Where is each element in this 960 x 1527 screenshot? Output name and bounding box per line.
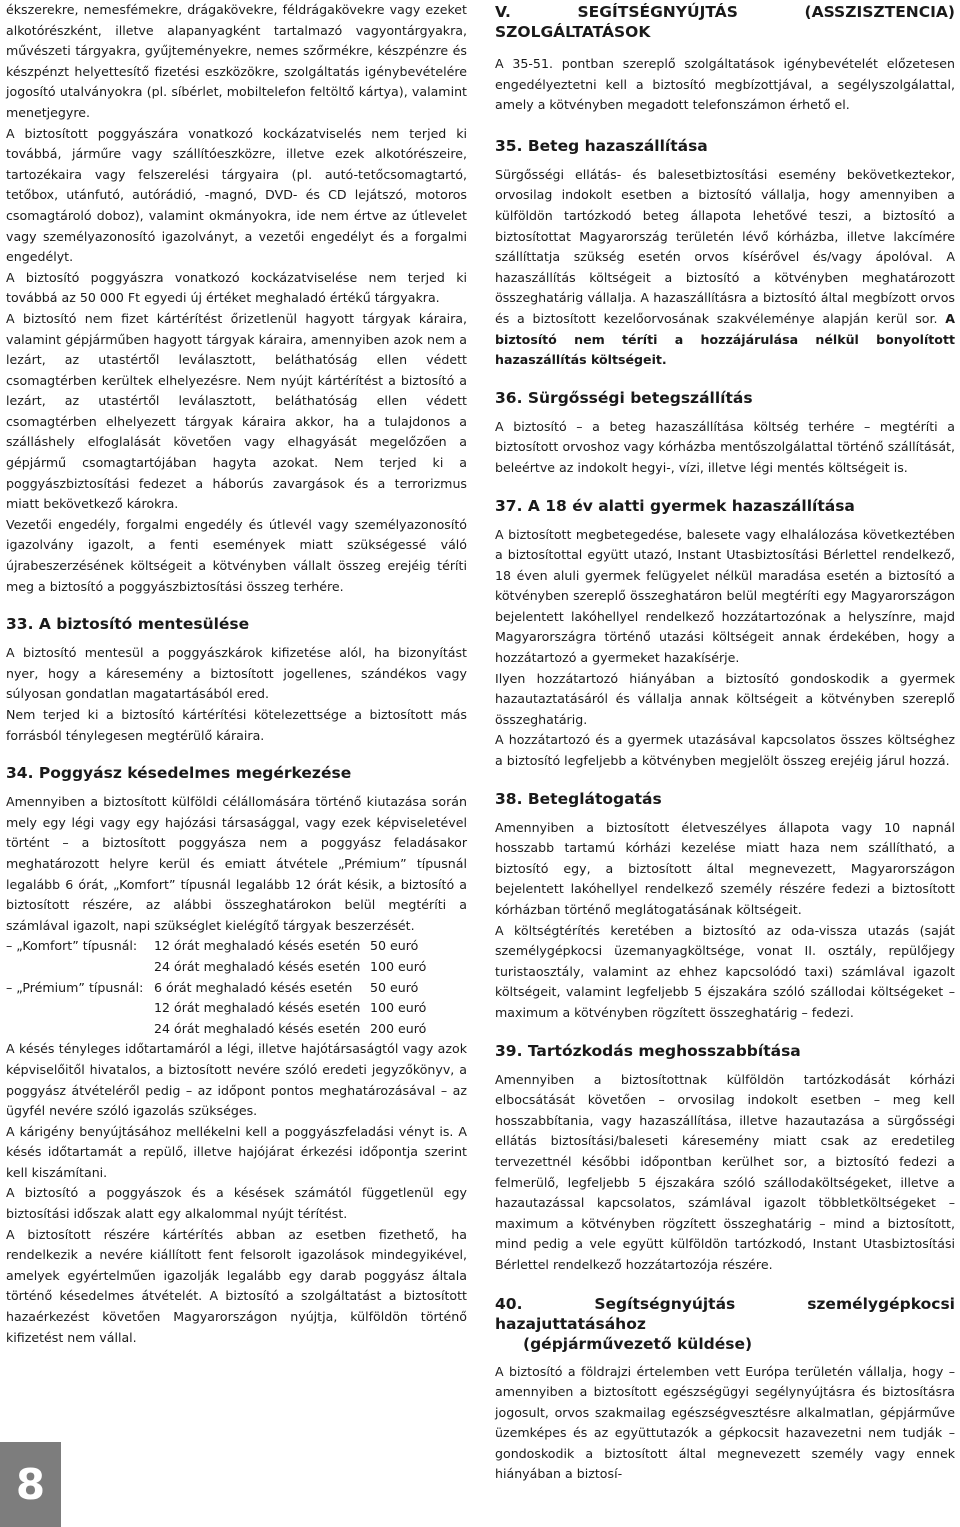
paragraph: A biztosító mentesül a poggyászkárok kifizetése alól, ha bizonyítást nyer, hogy a káresemény a biztosított jogellenes, szándékos vagy súlyosan gondatlan magatartásából ered.	[6, 645, 467, 702]
chapter-v-title: V. SEGÍTSÉGNYÚJTÁS (ASSZISZTENCIA) SZOLGÁLTATÁSOK	[495, 3, 955, 41]
paragraph: A biztosított részére kártérítés abban az esetben fizethető, ha rendelkezik a nevére kiállított fent felsorolt igazolások mindegyikével, amelyek egyértelműen igazolják legalább egy darab poggyász általa történő késedelmes átvételét. A biztosító a szolgáltatást a biztosított hazaérkezést követően Magyarországon nyújtja, külföldön történő kifizetést nem vállal.	[6, 1226, 467, 1345]
section-37-title: 37. A 18 év alatti gyermek hazaszállítása	[495, 496, 855, 515]
paragraph: A biztosított megbetegedése, balesete vagy elhalálozása következtében a biztosítottal együtt utazó, Instant Utasbiztosítási Bérlettel rendelkező, 18 éven aluli gyermek felügyelet nélkül maradása esetén a biztosító a kötvényben szereplő összeghatáron belül megtéríti egy Magyarországon bejelentett lakóhellyel rendelkező hozzátartozónak a helyszínre, majd Magyarországra történő utazási költségeit annak érdekében, hogy a hozzátartozó a gyermeket hazakísérje.	[495, 526, 955, 666]
paragraph: Nem terjed ki a biztosító kártérítési kötelezettsége a biztosított más forrásból ténylegesen megtérülő káraira.	[6, 707, 467, 743]
fee-type	[6, 1019, 154, 1040]
fee-amount: 100 euró	[370, 958, 427, 974]
fee-amount: 100 euró	[370, 1000, 427, 1016]
fee-amount: 50 euró	[370, 979, 419, 995]
fee-type	[6, 957, 154, 978]
fee-amount: 200 euró	[370, 1020, 427, 1036]
section-36-title: 36. Sürgősségi betegszállítás	[495, 388, 753, 407]
paragraph: ékszerekre, nemesfémekre, drágakövekre, féldrágakövekre vagy ezeket alkotórészként, illetve alapanyagként tartalmazó vagyontárgyakra, művészeti tárgyakra, gyűjteményekre, nemes szőrmékre, készpénzre és készpénzt helyettesítő fizetési eszközökre, szolgáltatás igénybevételére jogosító utalványokra (pl. síbérlet, mobiltelefon feltöltő kártya), valamint menetjegyre.	[6, 2, 467, 120]
fee-delay: 6 órát meghaladó késés esetén	[154, 979, 353, 995]
paragraph: A költségtérítés keretében a biztosító az oda-vissza utazás (saját személygépkocsi üzemanyagköltsége, vonat II. osztály, repülőjegy turistaosztály, valamint az ehhez kapcsolódó taxi) számlával igazolt költségeit, valamint legfeljebb 5 éjszakára szóló szállodai költségeket – maximum a kötvényben rögzített összeghatárig – fedezi.	[495, 922, 955, 1020]
section-35-title: 35. Beteg hazaszállítása	[495, 136, 708, 155]
paragraph: A biztosító a poggyászok és a késések számától függetlenül egy biztosítási időszak alatt egy alkalommal nyújt térítést.	[6, 1185, 467, 1222]
section-40-title	[495, 1294, 955, 1354]
paragraph: Amennyiben a biztosított életveszélyes állapota vagy 10 napnál hosszabb tartamú kórházi kezelése miatt haza nem szállítható, a biztosító egy, a biztosított által megnevezett, Magyarországon bejelentett lakóhellyel rendelkező személy részére fedezi a biztosított kórházban történő meglátogatásának költségeit.	[495, 819, 955, 917]
fee-row	[6, 936, 467, 957]
paragraph: Vezetői engedély, forgalmi engedély és útlevél vagy személyazonosító igazolvány igazolt, a fenti események miatt szükségessé váló újrabeszerzésének költségeit a kötvényben vállalt összeg erejéig téríti meg a biztosító a poggyászbiztosítási összeg terhére.	[6, 516, 467, 594]
fee-delay: 12 órát meghaladó késés esetén	[154, 938, 361, 954]
delay-fee-table	[6, 936, 467, 1039]
fee-row	[6, 978, 467, 999]
paragraph: A biztosító – a beteg hazaszállítása költség terhére – megtéríti a biztosított orvoshoz vagy kórházba mentőszolgálattal történő szállítását, beleértve az indokolt hegyi-, vízi, illetve légi mentés költségeit is.	[495, 418, 955, 475]
paragraph: A hozzátartozó és a gyermek utazásával kapcsolatos összes költséghez a biztosító legfeljebb a kötvényben megjelölt összeg erejéig járul hozzá.	[495, 732, 955, 769]
section-39-title: 39. Tartózkodás meghosszabbítása	[495, 1041, 801, 1060]
fee-row	[6, 1019, 467, 1040]
fee-type: – „Prémium” típusnál:	[6, 979, 144, 995]
right-column	[495, 0, 955, 1485]
fee-delay: 24 órát meghaladó késés esetén	[154, 958, 361, 974]
fee-delay: 12 órát meghaladó késés esetén	[154, 1000, 361, 1016]
paragraph: Ilyen hozzátartozó hiányában a biztosító gondoskodik a gyermek hazautaztatásáról és vállalja annak költségeit a kötvényben szereplő összeghatárig.	[495, 670, 955, 727]
fee-amount: 50 euró	[370, 938, 419, 954]
paragraph: A kárigény benyújtásához mellékelni kell a poggyászfeladási vényt is. A késés időtartamát a repülő, illetve hajójárat érkezési időpontja szerint kell kiszámítani.	[6, 1123, 467, 1180]
fee-row	[6, 998, 467, 1019]
paragraph: A 35-51. pontban szereplő szolgáltatások igénybevételét előzetesen engedélyeztetni kell a biztosító megbízottjával, a segélyszolgálattal, amely a kötvényben megadott telefonszámon érhető el.	[495, 56, 955, 113]
paragraph: A biztosító nem fizet kártérítést őrizetlenül hagyott tárgyak káraira, valamint gépjárműben hagyott tárgyak káraira, amennyiben azok nem a lezárt, az utastértől leválasztott, beláthatóság ellen védett csomagtérben kerültek elhelyezésre. Nem nyújt kártérítést a biztosító a lezárt, az utastértől leválasztott, beláthatóság ellen védett csomagtérben elhelyezett tárgyak káraira akkor, ha a tulajdonos a szálláshely elfoglalását követően vagy elhagyását megelőzően a gépjármű csomagtartójában hagyta azokat. Nem terjed ki a poggyászbiztosítási fedezet a háborús zavargások és a terrorizmus miatt bekövetkező károkra.	[6, 310, 467, 512]
paragraph: Amennyiben a biztosított külföldi célállomására történő kiutazása során mely egy légi vagy egy hajózási társasággal, vagy ezek képviseletével történt – a biztosított poggyásza nem a poggyász feladásakor meghatározott helyre kerül és emiatt átvétele „Prémium” típusnál legalább 6 órát, „Komfort” típusnál legalább 12 órát késik, a biztosító a biztosított részére, az alábbi összeghatárokon belül megtéríti a számlával igazolt, napi szükséglet kielégítő tárgyak beszerzését.	[6, 794, 467, 933]
paragraph	[495, 165, 955, 371]
left-column	[6, 0, 467, 1348]
section-40-title-line2: (gépjárművezető küldése)	[523, 1334, 753, 1353]
page-number: 8	[0, 1442, 61, 1527]
fee-type	[6, 998, 154, 1019]
paragraph: A biztosított poggyászára vonatkozó kockázatviselés nem terjed ki továbbá, járműre vagy szállítóeszközre, illetve ezek alkotórészeire, tartozékaira vagy felszerelési tárgyaira (pl. autó-tetőcsomagtartó, tetőbox, utánfutó, autórádió, -magnó, DVD- és CD lejátszó, motoros csomagtároló doboz), valamint okmányokra, ide nem értve az útlevelet vagy személyazonosító igazolványt, a vezetői engedélyt és a forgalmi engedélyt.	[6, 125, 467, 265]
fee-row	[6, 957, 467, 978]
paragraph: A biztosító poggyászra vonatkozó kockázatviselése nem terjed ki továbbá az 50 000 Ft egyedi új értéket meghaladó értékű tárgyakra.	[6, 269, 467, 306]
section-38-title: 38. Beteglátogatás	[495, 789, 662, 808]
section-34-title: 34. Poggyász késedelmes megérkezése	[6, 764, 352, 783]
paragraph: A biztosító a földrajzi értelemben vett Európa területén vállalja, hogy – amennyiben a biztosított egészségügyi segélynyújtásra és biztosításra jogosult, orvos szakmailag egészségvesztésre alkalmatlan, gépjárműve üzemképes és az együttutazók a gépkocsit hazavezetni nem tudják – gondoskodik a biztosított által megnevezett személy vagy ennek hiányában a biztosí-	[495, 1363, 955, 1482]
paragraph: A késés tényleges időtartamáról a légi, illetve hajótársaságtól vagy azok képviselőitől hivatalos, a biztosított nevére szóló eredeti jegyzőkönyv, a poggyász átvételéről pedig – az időpont pontos meghatározásával – az ügyfél nevére szóló igazolás szükséges.	[6, 1041, 467, 1119]
section-33-title: 33. A biztosító mentesülése	[6, 615, 250, 634]
paragraph-text: Sürgősségi ellátás- és balesetbiztosítási esemény bekövetkeztekor, orvosilag indokolt esetben a biztosító vállalja, hogy amennyiben a külföldön tartózkodó beteg állapota lehetővé teszi, a biztosító a biztosítottat Magyarország területén lévő kórházba, illetve lakcímére szállíttatja szükség esetén orvos kísérővel és/vagy ápolóval. A hazaszállítás költségeit a biztosító a kötvényben meghatározott összeghatárig vállalja. A hazaszállításra a biztosító által megbízott orvos és a biztosított kezelőorvosának szakvéleménye alapján kerül sor.	[495, 166, 955, 326]
paragraph-emphasis: A biztosító nem téríti a hozzájárulása nélkül bonyolított hazaszállítás költségeit.	[495, 310, 955, 368]
fee-delay: 24 órát meghaladó késés esetén	[154, 1020, 361, 1036]
paragraph: Amennyiben a biztosítottnak külföldön tartózkodását kórházi elbocsátását követően – orvosilag indokolt esetben – meg kell hosszabbítania, vagy hazaszállítása, illetve hazautazása a sürgősségi ellátás biztosítási/baleseti káresemény miatt csak az eredetileg tervezettnél későbbi időpontban kerülhet sor, a biztosító fedezi a felmerülő, legfeljebb 5 éjszakára szóló szállodaköltségeket, illetve a hazautazással kapcsolatos, számlával igazolt többletköltségeket – maximum a kötvényben rögzített összeghatárig – mind a biztosított, mind pedig a vele együtt külföldön tartózkodó, Instant Utasbiztosítási Bérlettel rendelkező hozzátartozója részére.	[495, 1071, 955, 1272]
section-40-title-line1: 40. Segítségnyújtás személygépkocsi hazajuttatásához	[495, 1294, 955, 1333]
fee-type: – „Komfort” típusnál:	[6, 938, 138, 954]
